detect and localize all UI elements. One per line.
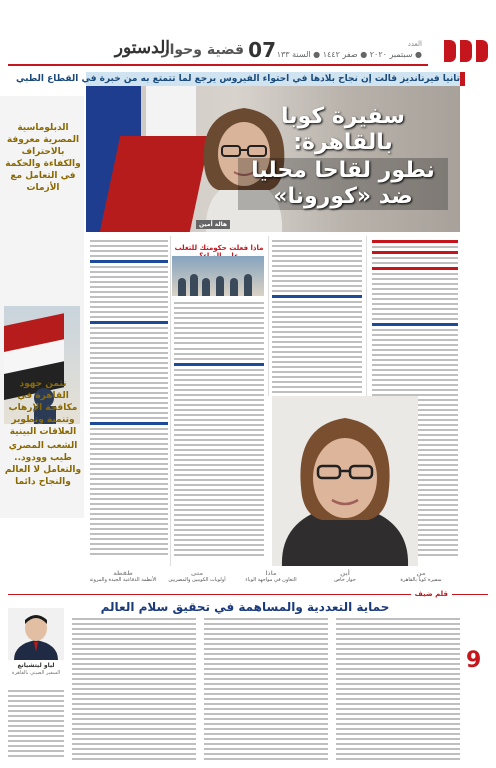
strip-label: متى (190, 570, 204, 577)
masthead (8, 38, 488, 66)
opinion-column-4 (8, 690, 64, 760)
strip-label: طقطة (113, 570, 133, 577)
strip-text: سفيرة كوبا بالقاهرة (400, 577, 442, 583)
strip-text: الأنظمة الدفاعية الجيدة والمرونة (89, 577, 157, 583)
strip-cell (86, 570, 160, 590)
column-divider (170, 236, 171, 566)
ambassador-portrait (272, 396, 418, 566)
strip-cell (160, 570, 234, 590)
opinion-column-2 (204, 618, 328, 763)
opinion-column-1 (72, 618, 196, 763)
strip-text: حوار خاص (334, 577, 356, 583)
opinion-author (8, 608, 64, 676)
sidebar-quote-2: نثمن جهود القاهرة في مكافحة الإرهاب وتنمية وتطوير العلاقات البينية (8, 379, 78, 437)
author-photo (8, 608, 64, 660)
headline-banner: تانيا فيرنانديز قالت إن نجاح بلادها في احتواء الفيروس يرجع لما تتمتع به من خبرة في القطاع الطبي (86, 72, 465, 86)
opinion-header (8, 590, 488, 600)
main-headline (238, 104, 448, 210)
issue-label: العدد (407, 40, 422, 48)
sidebar-quote-3: الشعب المصري طيب وودود.. والتعامل لا العالم والنجاح دائما (4, 441, 82, 487)
box-text (174, 302, 264, 347)
headline-line-2: نطور لقاحا محليا ضد «كورونا» (238, 158, 448, 210)
page-number: 07 (248, 38, 276, 62)
info-strip (86, 570, 460, 590)
sidebar-quote-1: الدبلوماسية المصرية معروفة بالاحتراف والكفاءة والحكمة في التعامل مع الأزمات (5, 123, 81, 193)
dateline: ● سبتمبر ٢٠٢٠ ● صفر ١٤٤٢ ● السنة ١٣٣ (276, 50, 422, 59)
author-name: لياو ليتشيانغ (17, 662, 55, 669)
strip-label: من (416, 570, 426, 577)
section-title: قضية وحوار (161, 42, 244, 58)
box-title: ماذا فعلت حكومتك للتغلب (174, 244, 264, 252)
strip-label: ماذا (265, 570, 277, 577)
headline-line-1: سفيرة كوبا بالقاهرة: (281, 104, 405, 155)
opinion-dropcap: 9 (466, 648, 482, 673)
strip-cell (308, 570, 382, 590)
sidebar-quotes (0, 96, 84, 518)
logo-stripes-icon (432, 40, 488, 62)
author-title: السفير الصيني بالقاهرة (11, 670, 61, 676)
byline: هالة أمين (196, 220, 230, 229)
article-column-4 (174, 348, 264, 559)
opinion-title: حماية التعددية والمساهمة في تحقيق سلام العالم (100, 600, 390, 614)
strip-label: أين (340, 570, 350, 577)
strip-cell (234, 570, 308, 590)
column-divider (268, 236, 269, 396)
masthead-rule (8, 64, 428, 66)
opinion-tag: قلم ضيف (411, 590, 452, 598)
newspaper-brand: الدستور (114, 38, 170, 58)
inset-photo (172, 256, 264, 296)
strip-text: أولويات الكوبيين والمصريين (168, 577, 226, 583)
article-column-3 (90, 240, 168, 558)
opinion-column-3 (336, 618, 460, 763)
strip-text: التعاون في مواجهة الوباء (245, 577, 297, 583)
article-column-2 (272, 240, 362, 396)
hero-image (86, 86, 460, 232)
strip-cell (382, 570, 460, 590)
